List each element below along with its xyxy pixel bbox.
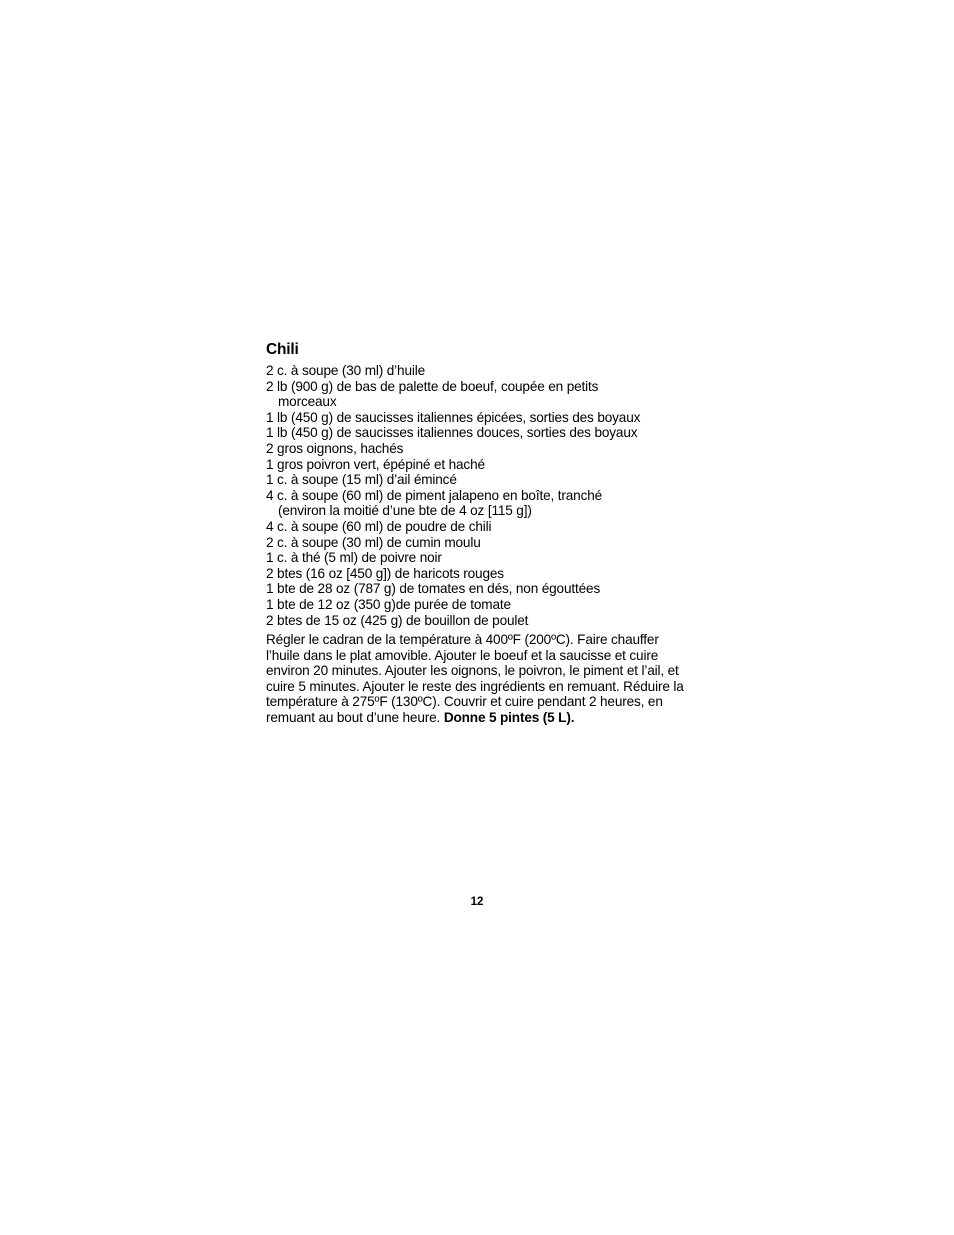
ingredient-item: 1 c. à soupe (15 ml) d’ail émincé (266, 472, 457, 488)
recipe-block (266, 340, 696, 726)
ingredient-item: 2 c. à soupe (30 ml) d’huile (266, 363, 426, 378)
ingredient-item: 2 gros oignons, hachés (266, 440, 404, 456)
ingredient-item: 2 lb (900 g) de bas de palette de boeuf, coupée en petits morceaux (266, 378, 599, 410)
ingredient-item: 1 bte de 12 oz (350 g)de purée de tomate (266, 596, 511, 612)
ingredient-item: 2 c. à soupe (30 ml) de cumin moulu (266, 534, 481, 550)
ingredient-item: 2 btes (16 oz [450 g]) de haricots rouges (266, 565, 504, 581)
ingredient-item: 1 lb (450 g) de saucisses italiennes épicées, sorties des boyaux (266, 409, 641, 425)
recipe-title: Chili (266, 341, 299, 358)
recipe-instructions (266, 632, 691, 726)
ingredient-item: 1 gros poivron vert, épépiné et haché (266, 456, 485, 472)
instructions-text: Régler le cadran de la température à 400ºF (200ºC). Faire chauffer l’huile dans le plat amovible. Ajouter le boeuf et la saucisse et cuire environ 20 minutes. Ajouter les oignons, le poivron, le piment et l’ail, et cuire 5 minutes. Ajouter le reste des ingrédients en remuant. Réduire la température à 275ºF (130ºC). Couvrir et cuire pendant 2 heures, en remuant au bout d’une heure. (266, 632, 684, 726)
ingredient-item: 4 c. à soupe (60 ml) de piment jalapeno en boîte, tranché (environ la moitié d’une bte de 4 oz [115 g]) (266, 487, 603, 519)
ingredient-item: 1 bte de 28 oz (787 g) de tomates en dés, non égouttées (266, 581, 601, 597)
ingredient-item: 1 lb (450 g) de saucisses italiennes douces, sorties des boyaux (266, 425, 638, 441)
recipe-yield: Donne 5 pintes (5 L). (443, 710, 575, 726)
ingredient-item: 2 btes de 15 oz (425 g) de bouillon de poulet (266, 612, 529, 628)
ingredient-item: 1 c. à thé (5 ml) de poivre noir (266, 550, 442, 566)
page-number: 12 (470, 896, 484, 908)
ingredient-list (266, 363, 696, 628)
ingredient-item: 4 c. à soupe (60 ml) de poudre de chili (266, 518, 492, 534)
